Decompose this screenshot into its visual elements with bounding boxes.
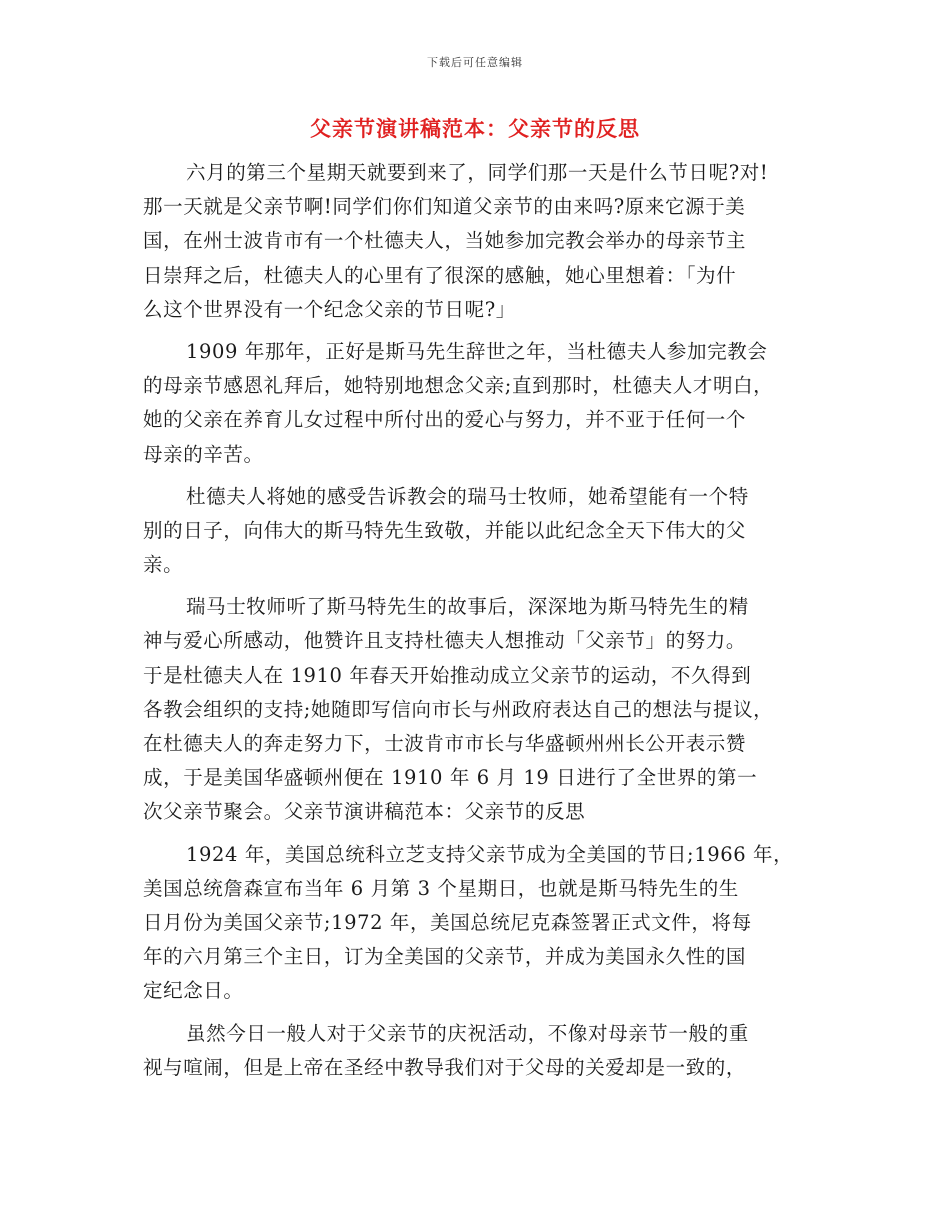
document-title: 父亲节演讲稿范本：父亲节的反思	[310, 116, 640, 141]
text-line: 亲。	[143, 553, 184, 577]
text-line: 年的六月第三个主日，订为全美国的父亲节，并成为美国永久性的国	[143, 945, 747, 969]
text-line: 瑞马士牧师听了斯马特先生的故事后，深深地为斯马特先生的精	[186, 595, 749, 619]
text-line: 次父亲节聚会。父亲节演讲稿范本：父亲节的反思	[143, 800, 586, 824]
text-line: 六月的第三个星期天就要到来了，同学们那一天是什么节日呢?对!	[186, 161, 769, 184]
text-line: 视与喧闹，但是上帝在圣经中教导我们对于父母的关爱却是一致的，	[143, 1055, 747, 1079]
document-body	[143, 156, 823, 1093]
text-line: 神与爱心所感动，他赞许且支持杜德夫人想推动「父亲节」的努力。	[143, 629, 747, 653]
text-line: 母亲的辛苦。	[143, 442, 264, 466]
text-line: 成，于是美国华盛顿州便在 1910 年 6 月 19 日进行了全世界的第一	[143, 766, 758, 790]
header-note: 下载后可任意编辑	[427, 56, 523, 69]
text-line: 各教会组织的支持;她随即写信向市长与州政府表达自己的想法与提议，	[143, 697, 774, 721]
paragraph	[143, 156, 823, 327]
text-line: 美国总统詹森宣布当年 6 月第 3 个星期日，也就是斯马特先生的生	[143, 876, 739, 900]
paragraph	[143, 480, 823, 583]
paragraph	[143, 838, 823, 1009]
paragraph	[143, 1017, 823, 1085]
paragraph	[143, 590, 823, 829]
text-line: 她的父亲在养育儿女过程中所付出的爱心与努力，并不亚于任何一个	[143, 408, 747, 432]
paragraph	[143, 335, 823, 472]
text-line: 的母亲节感恩礼拜后，她特别地想念父亲;直到那时，杜德夫人才明白，	[143, 374, 774, 398]
text-line: 国，在州士波肯市有一个杜德夫人，当她参加完教会举办的母亲节主	[143, 229, 747, 253]
text-line: 杜德夫人将她的感受告诉教会的瑞马士牧师，她希望能有一个特	[186, 484, 749, 508]
text-line: 在杜德夫人的奔走努力下，士波肯市市长与华盛顿州州长公开表示赞	[143, 732, 747, 755]
text-line: 别的日子，向伟大的斯马特先生致敬，并能以此纪念全天下伟大的父	[143, 518, 747, 542]
text-line: 定纪念日。	[143, 979, 244, 1003]
text-line: 1909 年那年，正好是斯马先生辞世之年，当杜德夫人参加完教会	[186, 339, 768, 363]
text-line: 那一天就是父亲节啊!同学们你们知道父亲节的由来吗?原来它源于美	[143, 195, 746, 219]
text-line: 日月份为美国父亲节;1972 年，美国总统尼克森签署正式文件，将每	[143, 910, 752, 934]
text-line: 日崇拜之后，杜德夫人的心里有了很深的感触，她心里想着：「为什	[143, 263, 737, 287]
text-line: 么这个世界没有一个纪念父亲的节日呢?」	[143, 297, 516, 321]
text-line: 虽然今日一般人对于父亲节的庆祝活动，不像对母亲节一般的重	[186, 1021, 749, 1045]
text-line: 1924 年，美国总统科立芝支持父亲节成为全美国的节日;1966 年，	[186, 842, 794, 866]
text-line: 于是杜德夫人在 1910 年春天开始推动成立父亲节的运动，不久得到	[143, 663, 752, 687]
